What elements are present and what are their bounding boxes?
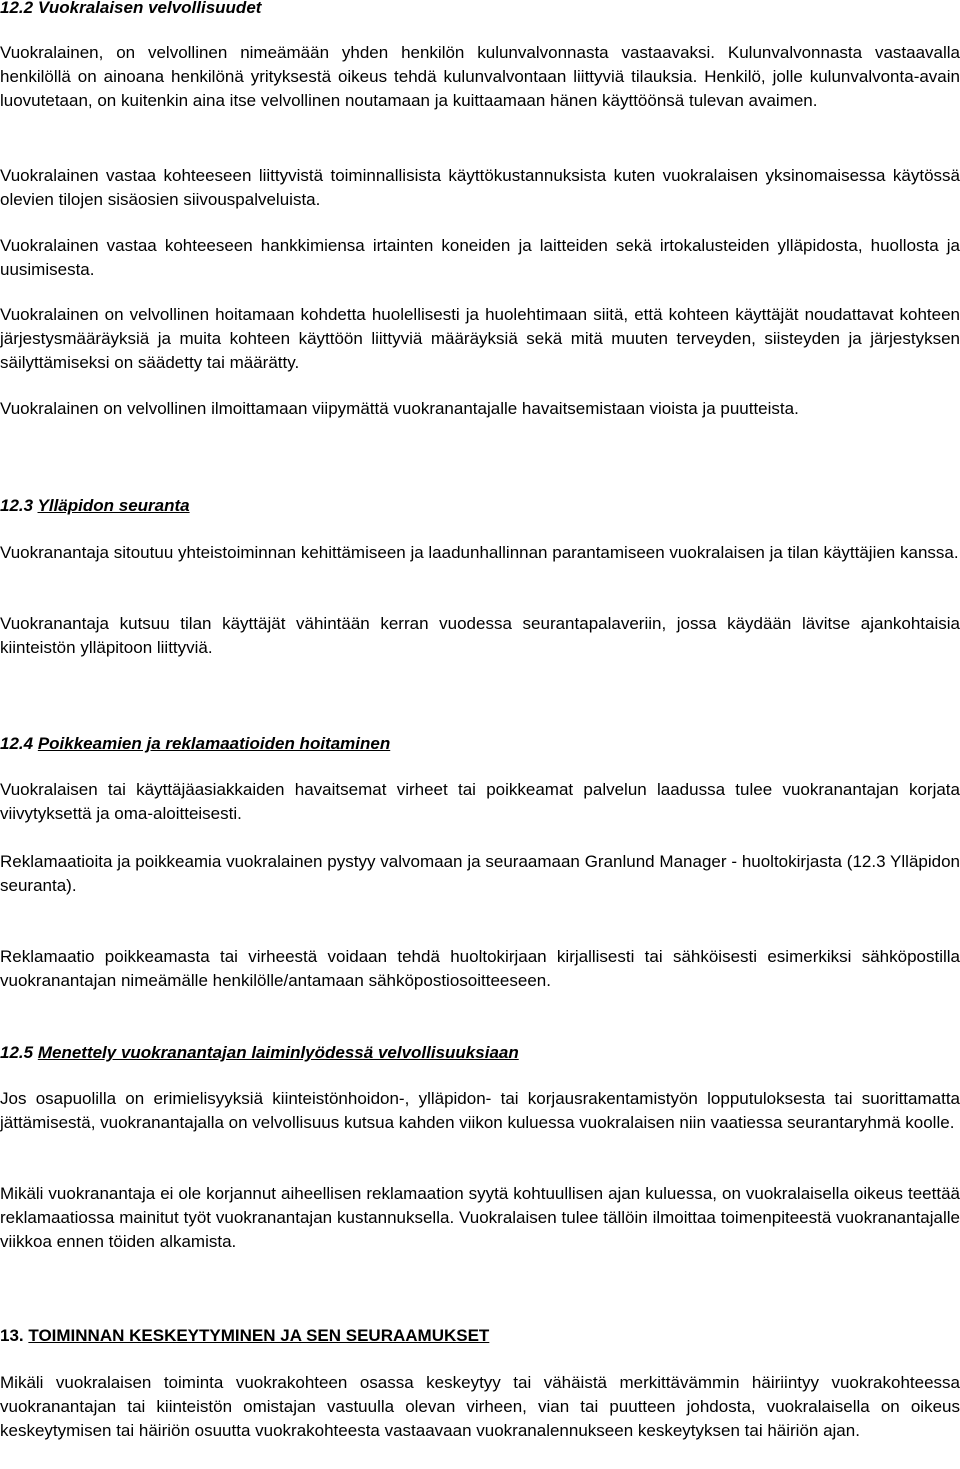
heading-title: Vuokralaisen velvollisuudet bbox=[37, 0, 262, 17]
heading-12-5 bbox=[0, 1041, 519, 1065]
heading-title: TOIMINNAN KESKEYTYMINEN JA SEN SEURAAMUKSET bbox=[28, 1326, 490, 1345]
paragraph: Vuokranantaja kutsuu tilan käyttäjät vähintään kerran vuodessa seurantapalaveriin, jossa käydään lävitse ajankohtaisia kiinteistön ylläpitoon liittyviä. bbox=[0, 614, 960, 657]
paragraph: Reklamaatioita ja poikkeamia vuokralainen pystyy valvomaan ja seuraamaan Granlund Manager - huoltokirjasta (12.3 Ylläpidon seuranta). bbox=[0, 852, 960, 895]
paragraph: Vuokralainen on velvollinen ilmoittamaan viipymättä vuokranantajalle havaitsemistaan vioista ja puutteista. bbox=[0, 399, 799, 418]
heading-title: Poikkeamien ja reklamaatioiden hoitaminen bbox=[37, 734, 391, 753]
paragraph: Mikäli vuokranantaja ei ole korjannut aiheellisen reklamaation syytä kohtuullisen ajan kuluessa, on vuokralaisella oikeus teettää reklamaatiossa mainitut työt vuokranantajan kustannuksella. Vuokralaisen tulee tällöin ilmoittaa toimenpiteestä vuokranantajalle viikkoa ennen töiden alkamista. bbox=[0, 1184, 960, 1251]
heading-number: 12.5 bbox=[0, 1043, 34, 1062]
heading-title: Ylläpidon seuranta bbox=[37, 496, 190, 515]
paragraph: Vuokralaisen tai käyttäjäasiakkaiden havaitsemat virheet tai poikkeamat palvelun laadussa tulee vuokranantajan korjata viivytyksettä ja oma-aloitteisesti. bbox=[0, 780, 960, 823]
paragraph: Reklamaatio poikkeamasta tai virheestä voidaan tehdä huoltokirjaan kirjallisesti tai sähköisesti esimerkiksi sähköpostilla vuokranantajan nimeämälle henkilölle/antamaan sähköpostiosoitteeseen. bbox=[0, 947, 960, 990]
heading-title: Menettely vuokranantajan laiminlyödessä velvollisuuksiaan bbox=[37, 1043, 519, 1062]
heading-number: 12.3 bbox=[0, 496, 34, 515]
paragraph: Vuokralainen on velvollinen hoitamaan kohdetta huolellisesti ja huolehtimaan siitä, että kohteen käyttäjät noudattavat kohteen järjestysmääräyksiä ja muita kohteen käyttöön liittyviä määräyksiä sekä mitä muuten terveyden, siisteyden ja järjestyksen säilyttämiseksi on säädetty tai määrätty. bbox=[0, 305, 960, 372]
paragraph: Vuokranantaja sitoutuu yhteistoiminnan kehittämiseen ja laadunhallinnan parantamiseen vuokralaisen ja tilan käyttäjien kanssa. bbox=[0, 543, 959, 562]
heading-number: 13. bbox=[0, 1326, 24, 1345]
heading-12-2 bbox=[0, 0, 261, 20]
paragraph: Vuokralainen, on velvollinen nimeämään yhden henkilön kulunvalvonnasta vastaavaksi. Kulunvalvonnasta vastaavalla henkilöllä on ainoana henkilönä yrityksestä oikeus tehdä kulunvalvontaan liittyviä tilauksia. Henkilö, jolle kulunvalvonta-avain luovutetaan, on kuitenkin aina itse velvollinen noutamaan ja kuittaamaan hänen käyttöönsä tulevan avaimen. bbox=[0, 43, 960, 110]
heading-13 bbox=[0, 1324, 489, 1348]
paragraph: Mikäli vuokralaisen toiminta vuokrakohteen osassa keskeytyy tai vähäistä merkittävämmin häiriintyy vuokrakohteessa vuokranantajan tai kiinteistön omistajan vastuulla olevan virheen, vian tai puutteen johdosta, vuokralaisella on oikeus keskeytymisen tai häiriön osuutta vuokrakohteesta vastaavaan vuokranalennukseen keskeytyksen tai häiriön ajan. bbox=[0, 1373, 960, 1440]
heading-number: 12.4 bbox=[0, 734, 34, 753]
heading-12-4 bbox=[0, 732, 390, 756]
paragraph: Jos osapuolilla on erimielisyyksiä kiinteistönhoidon-, ylläpidon- tai korjausrakentamistyön lopputuloksesta tai suorittamatta jättämisestä, vuokranantajalla on velvollisuus kutsua kahden viikon kuluessa vuokralaisen niin vaatiessa seurantaryhmä koolle. bbox=[0, 1089, 960, 1132]
paragraph: Vuokralainen vastaa kohteeseen hankkimiensa irtainten koneiden ja laitteiden sekä irtokalusteiden ylläpidosta, huollosta ja uusimisesta. bbox=[0, 236, 960, 279]
paragraph: Vuokralainen vastaa kohteeseen liittyvistä toiminnallisista käyttökustannuksista kuten vuokralaisen yksinomaisessa käytössä olevien tilojen sisäosien siivouspalveluista. bbox=[0, 166, 960, 209]
heading-number: 12.2 bbox=[0, 0, 34, 17]
heading-12-3 bbox=[0, 494, 190, 518]
